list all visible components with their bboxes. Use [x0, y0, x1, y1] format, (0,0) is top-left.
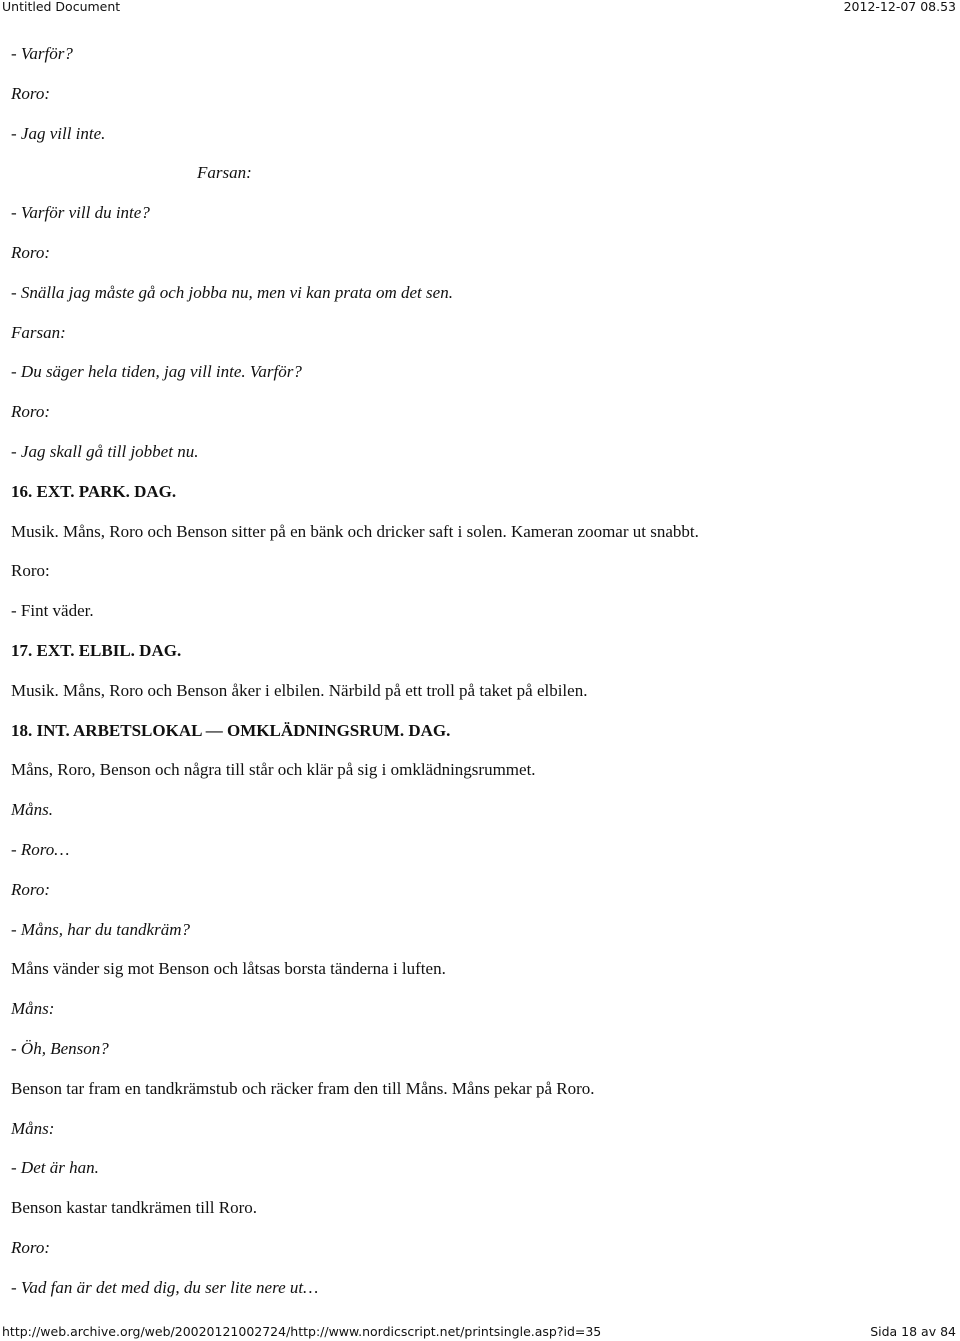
- script-line: Farsan:: [11, 323, 66, 342]
- script-line: Benson tar fram en tandkrämstub och räcker fram den till Måns. Måns pekar på Roro.: [11, 1079, 595, 1098]
- script-line: - Du säger hela tiden, jag vill inte. Varför?: [11, 362, 302, 381]
- page-header: [0, 0, 960, 14]
- script-line: - Varför?: [11, 44, 73, 63]
- script-line: - Jag skall gå till jobbet nu.: [11, 442, 199, 461]
- script-line: Måns vänder sig mot Benson och låtsas borsta tänderna i luften.: [11, 959, 446, 978]
- script-line: Roro:: [11, 402, 51, 421]
- script-line: - Varför vill du inte?: [11, 203, 150, 222]
- script-line: 17. EXT. ELBIL. DAG.: [11, 641, 182, 660]
- script-line: Roro:: [11, 880, 51, 899]
- script-line: Roro:: [11, 84, 51, 103]
- script-line: - Det är han.: [11, 1158, 99, 1177]
- page-footer: [0, 1325, 960, 1339]
- script-line: - Snälla jag måste gå och jobba nu, men vi kan prata om det sen.: [11, 283, 453, 302]
- script-line: Musik. Måns, Roro och Benson sitter på en bänk och dricker saft i solen. Kameran zoomar ut snabbt.: [11, 522, 699, 541]
- script-line: Måns.: [11, 800, 54, 819]
- script-line: - Fint väder.: [11, 601, 94, 620]
- script-line: Farsan:: [197, 163, 252, 182]
- script-line: Roro:: [11, 561, 50, 580]
- script-line: - Jag vill inte.: [11, 124, 106, 143]
- script-line: 18. INT. ARBETSLOKAL — OMKLÄDNINGSRUM. DAG.: [11, 721, 451, 740]
- page-number: Sida 18 av 84: [870, 1324, 956, 1339]
- script-line: 16. EXT. PARK. DAG.: [11, 482, 177, 501]
- script-line: Roro:: [11, 243, 51, 262]
- script-line: - Måns, har du tandkräm?: [11, 920, 190, 939]
- script-line: Måns, Roro, Benson och några till står och klär på sig i omklädningsrummet.: [11, 760, 536, 779]
- print-datetime: 2012-12-07 08.53: [843, 0, 956, 14]
- script-line: - Öh, Benson?: [11, 1039, 109, 1058]
- script-line: Roro:: [11, 1238, 51, 1257]
- script-line: Benson kastar tandkrämen till Roro.: [11, 1198, 257, 1217]
- script-line: Musik. Måns, Roro och Benson åker i elbilen. Närbild på ett troll på taket på elbilen.: [11, 681, 588, 700]
- script-line: Måns:: [11, 999, 55, 1018]
- source-url: http://web.archive.org/web/20020121002724/http://www.nordicscript.net/printsingle.asp?id=35: [2, 1324, 602, 1339]
- script-line: - Roro…: [11, 840, 70, 859]
- script-line: - Vad fan är det med dig, du ser lite nere ut…: [11, 1278, 319, 1297]
- document-title: Untitled Document: [2, 0, 121, 14]
- script-line: Måns:: [11, 1119, 55, 1138]
